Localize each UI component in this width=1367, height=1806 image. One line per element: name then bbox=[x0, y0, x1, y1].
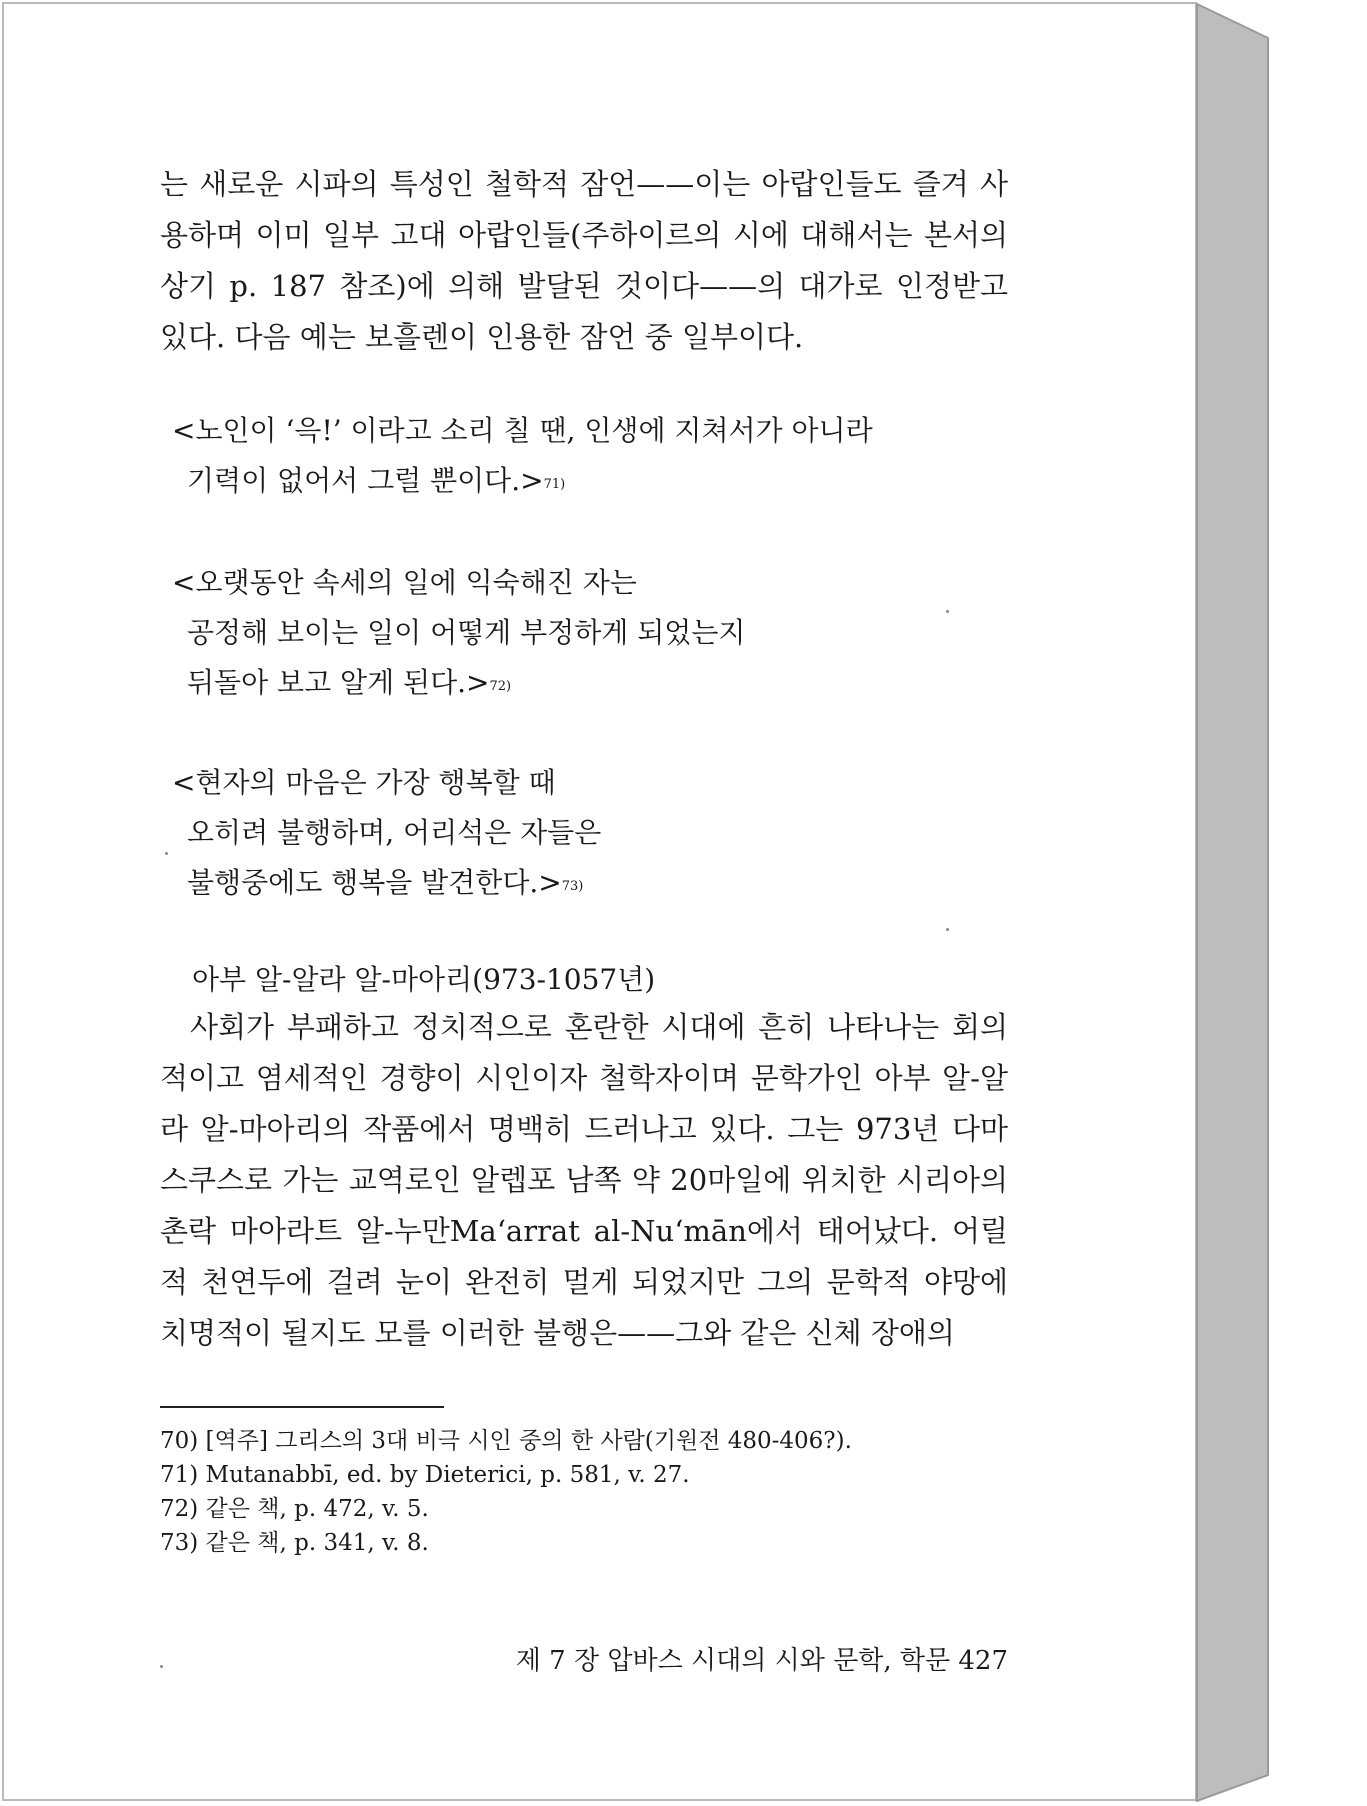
speck-mark bbox=[946, 610, 949, 613]
quote-line: 오히려 불행하며, 어리석은 자들은 bbox=[187, 816, 602, 849]
page-footer bbox=[160, 1640, 1008, 1677]
quote-line: <노인이 ‘윽!’ 이라고 소리 칠 땐, 인생에 지쳐서가 아니라 bbox=[172, 414, 873, 447]
footnote-72: 72) 같은 책, p. 472, v. 5. bbox=[160, 1496, 429, 1522]
body-paragraph-2 bbox=[160, 1002, 1008, 1359]
quote-line-text: 기력이 없어서 그럴 뿐이다.> bbox=[187, 464, 544, 497]
footnote-ref: 73) bbox=[561, 879, 584, 894]
speck-mark bbox=[160, 1665, 163, 1668]
footnote-73: 73) 같은 책, p. 341, v. 8. bbox=[160, 1530, 429, 1556]
speck-mark bbox=[165, 852, 168, 855]
quote-line bbox=[172, 658, 745, 708]
quote-line bbox=[172, 858, 601, 908]
body-paragraph-1 bbox=[160, 159, 1008, 363]
footnote-ref: 72) bbox=[489, 679, 512, 694]
paragraph-text: 는 새로운 시파의 특성인 철학적 잠언——이는 아랍인들도 즐겨 사용하며 이미 일부 고대 아랍인들(주하이르의 시에 대해서는 본서의 상기 p. 187 참조)에 의해 발달된 것이다——의 대가로 인정받고 있다. 다음 예는 보흘렌이 인용한 잠언 중 일부이다. bbox=[160, 167, 1008, 354]
aphorism-quote-2 bbox=[172, 558, 745, 708]
footnote-ref: 71) bbox=[543, 477, 566, 492]
running-head: 제 7 장 압바스 시대의 시와 문학, 학문 bbox=[515, 1646, 951, 1676]
aphorism-quote-1 bbox=[172, 406, 873, 506]
footnote-70: 70) [역주] 그리스의 3대 비극 시인 중의 한 사람(기원전 480-406?). bbox=[160, 1428, 852, 1454]
quote-line: 공정해 보이는 일이 어떻게 부정하게 되었는지 bbox=[187, 616, 746, 649]
quote-line bbox=[172, 456, 873, 506]
aphorism-quote-3 bbox=[172, 758, 601, 908]
footnote-divider bbox=[160, 1406, 444, 1408]
page-number: 427 bbox=[958, 1646, 1008, 1676]
footnotes bbox=[160, 1424, 852, 1560]
quote-line-text: 불행중에도 행복을 발견한다.> bbox=[187, 866, 562, 899]
paragraph-text: 사회가 부패하고 정치적으로 혼란한 시대에 흔히 나타나는 회의적이고 염세적인 경향이 시인이자 철학자이며 문학가인 아부 알-알라 알-마아리의 작품에서 명백히 드러나고 있다. 그는 973년 다마스쿠스로 가는 교역로인 알렙포 남쪽 약 20마일에 위치한 시리아의 촌락 마아라트 알-누만Ma‘arrat al-Nu‘mān에서 태어났다. 어릴 적 천연두에 걸려 눈이 완전히 멀게 되었지만 그의 문학적 야망에 치명적이 될지도 모를 이러한 불행은——그와 같은 신체 장애의 bbox=[160, 1010, 1008, 1350]
quote-line: <오랫동안 속세의 일에 익숙해진 자는 bbox=[172, 566, 637, 599]
quote-line: <현자의 마음은 가장 행복할 때 bbox=[172, 766, 556, 799]
footnote-71: 71) Mutanabbī, ed. by Dieterici, p. 581, v. 27. bbox=[160, 1462, 690, 1488]
section-heading: 아부 알-알라 알-마아리(973-1057년) bbox=[192, 963, 656, 996]
quote-line-text: 뒤돌아 보고 알게 된다.> bbox=[187, 666, 490, 699]
speck-mark bbox=[946, 928, 949, 931]
